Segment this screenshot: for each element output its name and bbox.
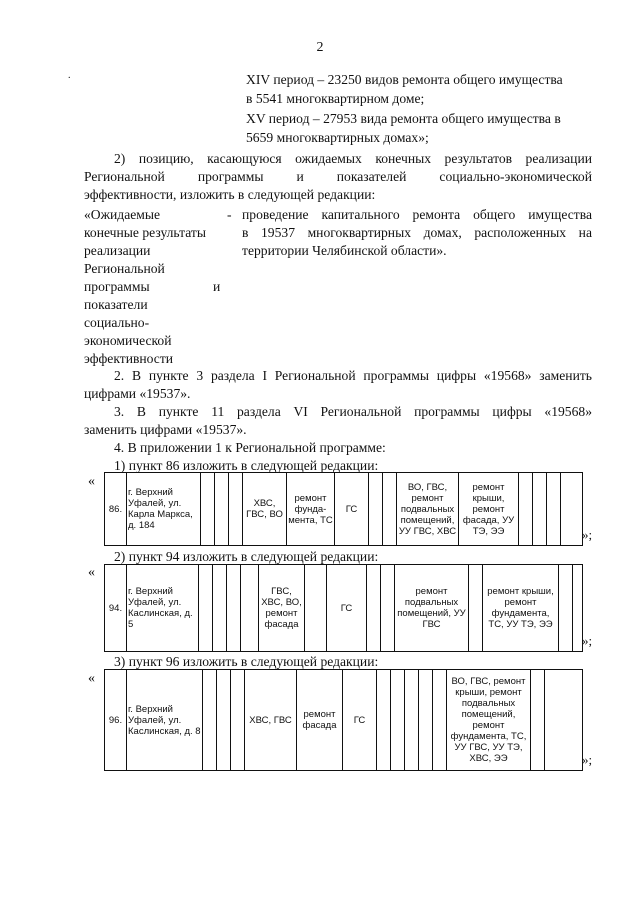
works-b: ремонт фасада	[297, 670, 343, 771]
open-quote: «	[88, 474, 95, 489]
sub2-title: 2) пункт 94 изложить в следующей редакции:	[114, 549, 379, 564]
label-line: эффективности	[84, 351, 174, 366]
empty-cell	[215, 473, 229, 546]
row-address: г. Верхний Уфалей, ул. Каслинская, д. 5	[127, 565, 199, 652]
works-c: ВО, ГВС, ремонт подвальных помещений, УУ ГВС, ХВС	[397, 473, 459, 546]
empty-cell	[419, 670, 433, 771]
position-value-line2: в 19537 многоквартирных домах, расположенных на	[242, 225, 592, 240]
sub1-title: 1) пункт 86 изложить в следующей редакции:	[114, 458, 379, 473]
empty-cell	[391, 670, 405, 771]
row-number: 94.	[105, 565, 127, 652]
works-c: ремонт подвальных помещений, УУ ГВС	[395, 565, 469, 652]
works-b: ремонт фунда-мента, ТС	[287, 473, 335, 546]
empty-cell	[405, 670, 419, 771]
sub3-title: 3) пункт 96 изложить в следующей редакции:	[114, 654, 379, 669]
works-gs: ГС	[343, 670, 377, 771]
works-gs: ГС	[335, 473, 369, 546]
position-label	[84, 206, 234, 368]
empty-cell	[231, 670, 245, 771]
position-value-line3: территории Челябинской области».	[242, 243, 447, 258]
item4: 4. В приложении 1 к Региональной программе:	[114, 440, 386, 455]
item3-line2: заменить цифрами «19537».	[84, 422, 247, 437]
label-line: реализации	[84, 243, 151, 258]
open-quote: «	[88, 565, 95, 580]
label-line: Региональной	[84, 261, 165, 276]
position-dash: -	[227, 207, 232, 222]
works-gs: ГС	[327, 565, 367, 652]
item2-line1: 2. В пункте 3 раздела I Региональной программы цифры «19568» заменить	[114, 368, 592, 383]
works-d: ремонт крыши, ремонт фасада, УУ ТЭ, ЭЭ	[459, 473, 519, 546]
close-quote: »;	[582, 752, 593, 767]
label-line: социально-	[84, 315, 150, 330]
period-xiv-line1: XIV период – 23250 видов ремонта общего имущества	[246, 72, 563, 87]
empty-cell	[377, 670, 391, 771]
empty-cell	[369, 473, 383, 546]
empty-cell	[203, 670, 217, 771]
works-d: ВО, ГВС, ремонт крыши, ремонт подвальных помещений, ремонт фундамента, ТС, УУ ГВС, УУ ТЭ, ХВС, ЭЭ	[447, 670, 531, 771]
empty-cell	[573, 565, 583, 652]
page-number: 2	[316, 40, 324, 55]
empty-cell	[547, 473, 561, 546]
works-a: ХВС, ГВС, ВО	[243, 473, 287, 546]
para2-line3: эффективности, изложить в следующей редакции:	[84, 187, 376, 202]
empty-cell	[241, 565, 259, 652]
close-quote: »;	[582, 527, 593, 542]
row-address: г. Верхний Уфалей, ул. Каслинская, д. 8	[127, 670, 203, 771]
empty-cell	[545, 670, 583, 771]
label-line: конечные результаты	[84, 225, 206, 240]
period-xiv-line2: в 5541 многоквартирном доме;	[246, 91, 425, 106]
works-a: ХВС, ГВС	[245, 670, 297, 771]
empty-cell	[305, 565, 327, 652]
label-and: и	[213, 279, 221, 294]
empty-cell	[559, 565, 573, 652]
empty-cell	[433, 670, 447, 771]
empty-cell	[229, 473, 243, 546]
empty-cell	[519, 473, 533, 546]
empty-cell	[531, 670, 545, 771]
label-line: «Ожидаемые	[84, 207, 161, 222]
empty-cell	[561, 473, 583, 546]
row-number: 96.	[105, 670, 127, 771]
empty-cell	[217, 670, 231, 771]
empty-cell	[533, 473, 547, 546]
row-number: 86.	[105, 473, 127, 546]
empty-cell	[383, 473, 397, 546]
table-row-94	[104, 564, 583, 652]
close-quote: »;	[582, 633, 593, 648]
table-row-86	[104, 472, 583, 546]
para2-line2: Региональной программы и показателей социально-экономической	[84, 169, 592, 184]
empty-cell	[213, 565, 227, 652]
empty-cell	[199, 565, 213, 652]
label-line: экономической	[84, 333, 172, 348]
empty-cell	[227, 565, 241, 652]
empty-cell	[381, 565, 395, 652]
row-address: г. Верхний Уфалей, ул. Карла Маркса, д. 184	[127, 473, 201, 546]
empty-cell	[367, 565, 381, 652]
scan-speck: .	[68, 70, 71, 81]
label-line: показатели	[84, 297, 148, 312]
period-xv-line2: 5659 многоквартирных домах»;	[246, 130, 429, 145]
works-a: ГВС, ХВС, ВО, ремонт фасада	[259, 565, 305, 652]
item2-line2: цифрами «19537».	[84, 386, 191, 401]
empty-cell	[469, 565, 483, 652]
position-value-line1: проведение капитального ремонта общего имущества	[242, 207, 592, 222]
open-quote: «	[88, 671, 95, 686]
label-line: программы	[84, 279, 150, 294]
period-xv-line1: XV период – 27953 вида ремонта общего имущества в	[246, 111, 561, 126]
empty-cell	[201, 473, 215, 546]
works-d: ремонт крыши, ремонт фундамента, ТС, УУ ТЭ, ЭЭ	[483, 565, 559, 652]
table-row-96	[104, 669, 583, 771]
item3-line1: 3. В пункте 11 раздела VI Региональной программы цифры «19568»	[114, 404, 592, 419]
para2-line1: 2) позицию, касающуюся ожидаемых конечных результатов реализации	[114, 151, 592, 166]
